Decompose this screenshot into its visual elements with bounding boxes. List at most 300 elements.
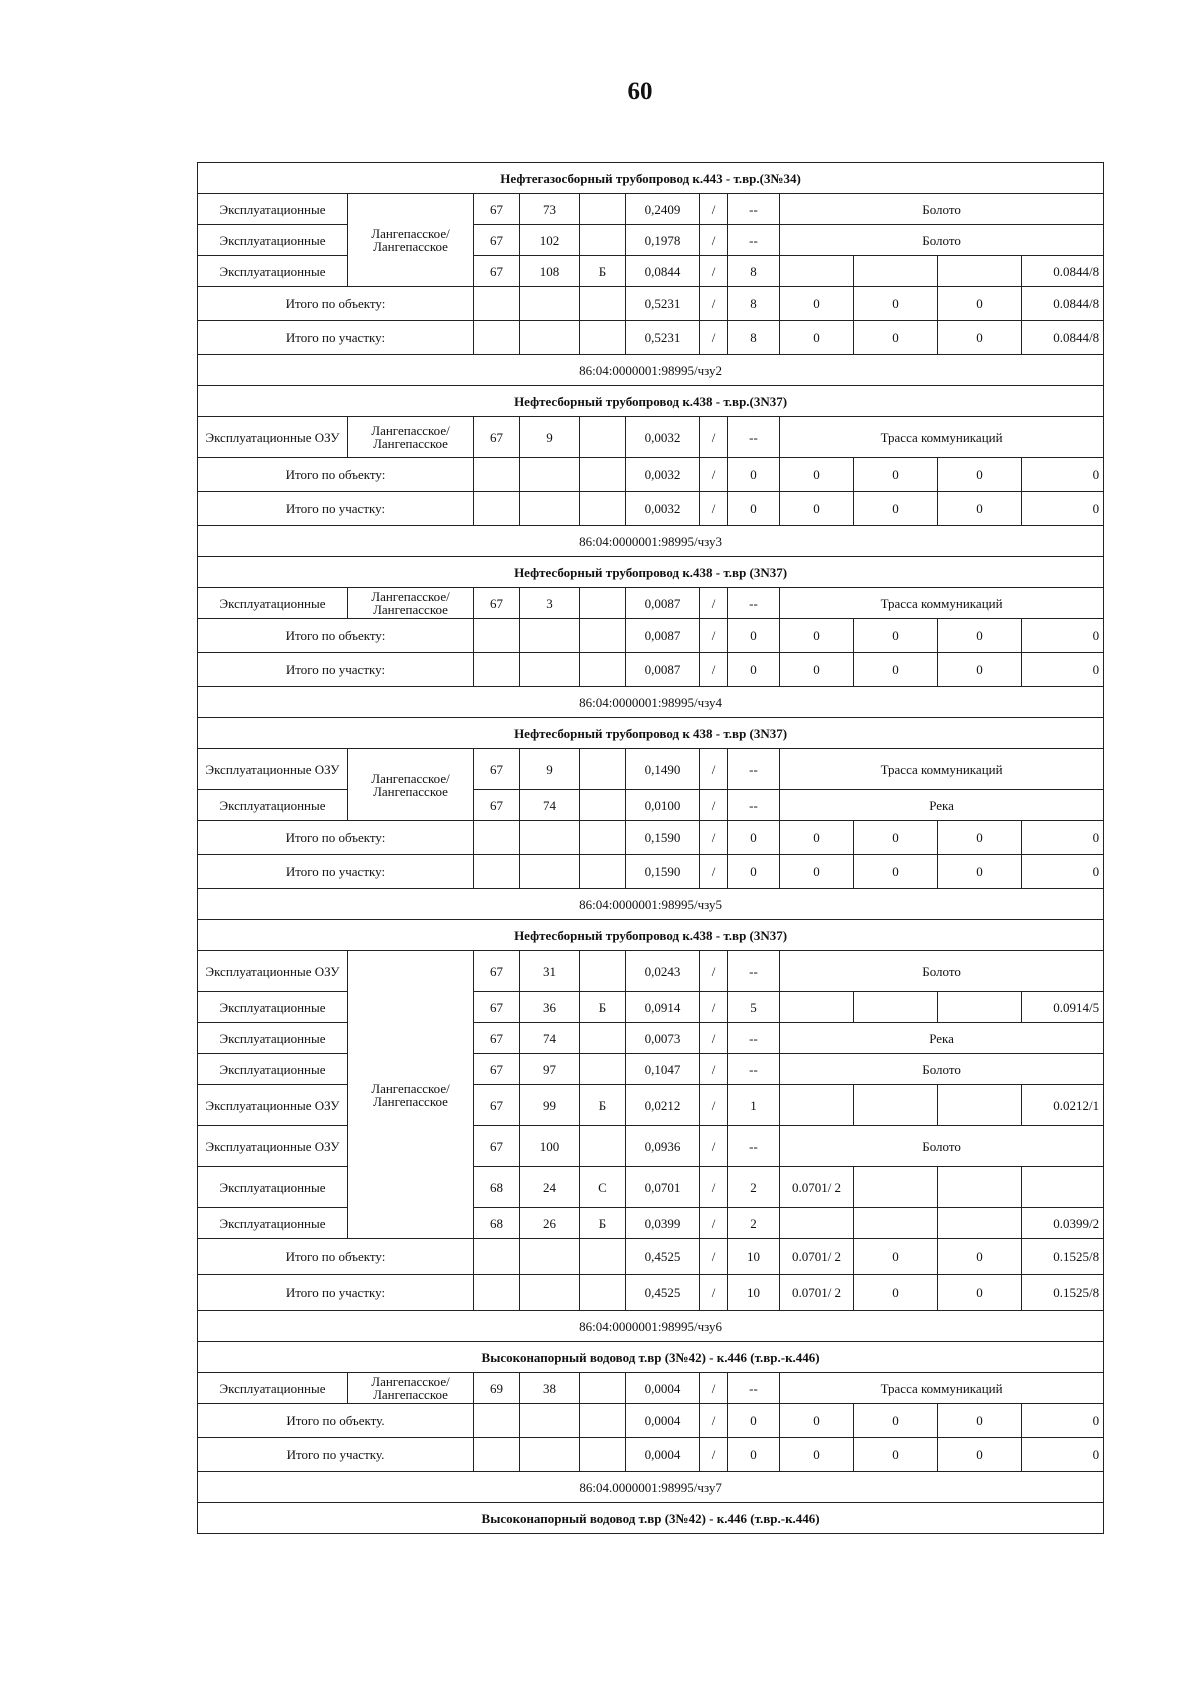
total-label: Итого по объекту: xyxy=(198,619,474,653)
table-cell xyxy=(580,588,626,619)
table-cell: / xyxy=(700,1239,728,1275)
table-cell: 0 xyxy=(854,653,938,687)
table-row xyxy=(198,1208,1104,1239)
total-label: Итого по участку. xyxy=(198,1438,474,1472)
table-cell: / xyxy=(700,951,728,992)
table-cell: 74 xyxy=(520,1023,580,1054)
table-cell: 0 xyxy=(780,458,854,492)
section-title-row xyxy=(198,557,1104,588)
category-cell: Эксплуатационные xyxy=(198,1023,348,1054)
table-cell: 0 xyxy=(1022,619,1104,653)
land-plot-table xyxy=(197,162,1104,1534)
table-cell: -- xyxy=(728,1373,780,1404)
cadastral-number: 86:04:0000001:98995/чзу4 xyxy=(198,687,1104,718)
table-cell xyxy=(854,1208,938,1239)
table-cell: 0 xyxy=(1022,855,1104,889)
table-cell: / xyxy=(700,256,728,287)
table-cell xyxy=(580,458,626,492)
table-row xyxy=(198,1023,1104,1054)
table-cell xyxy=(580,951,626,992)
table-cell xyxy=(854,1085,938,1126)
area-cell: 0,0032 xyxy=(626,492,700,526)
cadastral-row xyxy=(198,1472,1104,1503)
table-cell xyxy=(520,287,580,321)
land-type-cell: Река xyxy=(780,790,1104,821)
section-title-row xyxy=(198,718,1104,749)
table-cell: / xyxy=(700,653,728,687)
table-cell: -- xyxy=(728,749,780,790)
area-cell: 0,1047 xyxy=(626,1054,700,1085)
table-cell: 67 xyxy=(474,1023,520,1054)
total-label: Итого по объекту: xyxy=(198,458,474,492)
table-cell: 67 xyxy=(474,1126,520,1167)
table-row xyxy=(198,951,1104,992)
land-type-cell: Болото xyxy=(780,1054,1104,1085)
table-cell: 9 xyxy=(520,749,580,790)
table-cell: 8 xyxy=(728,287,780,321)
table-cell: 74 xyxy=(520,790,580,821)
table-cell xyxy=(520,1438,580,1472)
table-cell: 0 xyxy=(938,821,1022,855)
section-title-row xyxy=(198,163,1104,194)
table-cell: 0 xyxy=(1022,1404,1104,1438)
table-cell: 67 xyxy=(474,951,520,992)
table-cell: -- xyxy=(728,1023,780,1054)
land-type-cell: Трасса коммуникаций xyxy=(780,588,1104,619)
table-cell: 0 xyxy=(728,821,780,855)
table-cell: 2 xyxy=(728,1208,780,1239)
table-cell: 0 xyxy=(728,492,780,526)
table-cell: / xyxy=(700,1373,728,1404)
total-plot-row xyxy=(198,653,1104,687)
category-cell: Эксплуатационные xyxy=(198,194,348,225)
table-cell xyxy=(520,653,580,687)
table-cell: 0 xyxy=(938,321,1022,355)
table-cell: 0 xyxy=(1022,492,1104,526)
category-cell: Эксплуатационные xyxy=(198,225,348,256)
table-cell: 67 xyxy=(474,225,520,256)
page-number: 60 xyxy=(627,78,653,105)
table-cell: 0 xyxy=(1022,458,1104,492)
table-cell: 0 xyxy=(728,1438,780,1472)
field-cell: Лангепасское/ Лангепасское xyxy=(348,588,474,619)
table-cell: / xyxy=(700,417,728,458)
table-cell: 0 xyxy=(728,1404,780,1438)
table-cell: 10 xyxy=(728,1239,780,1275)
table-cell: 0 xyxy=(938,1404,1022,1438)
category-cell: Эксплуатационные xyxy=(198,992,348,1023)
table-cell: 0.0701/ 2 xyxy=(780,1167,854,1208)
table-row xyxy=(198,1054,1104,1085)
table-cell xyxy=(580,855,626,889)
table-cell xyxy=(580,1404,626,1438)
table-row xyxy=(198,1373,1104,1404)
cadastral-number: 86:04:0000001:98995/чзу5 xyxy=(198,889,1104,920)
area-cell: 0,0087 xyxy=(626,653,700,687)
table-cell: 1 xyxy=(728,1085,780,1126)
table-cell: 0.1525/8 xyxy=(1022,1275,1104,1311)
table-cell xyxy=(580,1239,626,1275)
table-cell: 0 xyxy=(938,653,1022,687)
area-cell: 0,0936 xyxy=(626,1126,700,1167)
table-cell xyxy=(580,1126,626,1167)
table-cell: 0 xyxy=(854,1275,938,1311)
area-cell: 0,0399 xyxy=(626,1208,700,1239)
table-cell: 0 xyxy=(780,855,854,889)
category-cell: Эксплуатационные xyxy=(198,588,348,619)
table-cell: 0 xyxy=(854,1438,938,1472)
table-cell xyxy=(580,1054,626,1085)
table-cell xyxy=(580,653,626,687)
table-cell: -- xyxy=(728,225,780,256)
table-cell: 0 xyxy=(780,321,854,355)
table-cell xyxy=(474,619,520,653)
table-cell: 0 xyxy=(780,619,854,653)
land-type-cell: Река xyxy=(780,1023,1104,1054)
table-cell: 0 xyxy=(854,492,938,526)
table-cell xyxy=(520,1275,580,1311)
land-type-cell: Болото xyxy=(780,194,1104,225)
table-cell: 5 xyxy=(728,992,780,1023)
table-cell: 0.0399/2 xyxy=(1022,1208,1104,1239)
table-cell: / xyxy=(700,194,728,225)
table-cell xyxy=(474,821,520,855)
table-cell: / xyxy=(700,1438,728,1472)
table-row xyxy=(198,225,1104,256)
table-cell: / xyxy=(700,1023,728,1054)
area-cell: 0,0032 xyxy=(626,458,700,492)
table-cell: 67 xyxy=(474,1085,520,1126)
land-type-cell: Болото xyxy=(780,951,1104,992)
table-cell xyxy=(580,287,626,321)
table-cell xyxy=(474,1438,520,1472)
table-cell xyxy=(520,458,580,492)
table-cell xyxy=(854,256,938,287)
table-cell xyxy=(854,992,938,1023)
table-cell: / xyxy=(700,821,728,855)
table-cell: 0 xyxy=(938,1438,1022,1472)
area-cell: 0,0032 xyxy=(626,417,700,458)
area-cell: 0,0212 xyxy=(626,1085,700,1126)
table-cell xyxy=(580,821,626,855)
table-cell: 36 xyxy=(520,992,580,1023)
table-cell: / xyxy=(700,790,728,821)
table-cell xyxy=(580,417,626,458)
area-cell: 0,0914 xyxy=(626,992,700,1023)
table-cell: 0 xyxy=(938,855,1022,889)
table-cell: / xyxy=(700,321,728,355)
table-cell xyxy=(580,225,626,256)
table-cell: 0.0212/1 xyxy=(1022,1085,1104,1126)
table-cell: / xyxy=(700,992,728,1023)
area-cell: 0,2409 xyxy=(626,194,700,225)
total-object-row xyxy=(198,821,1104,855)
field-cell: Лангепасское/ Лангепасское xyxy=(348,749,474,821)
table-cell: / xyxy=(700,619,728,653)
cadastral-row xyxy=(198,355,1104,386)
table-cell: -- xyxy=(728,1054,780,1085)
table-cell xyxy=(520,821,580,855)
table-cell xyxy=(580,790,626,821)
section-title: Нефтегазосборный трубопровод к.443 - т.вр.(3№34) xyxy=(198,163,1104,194)
category-cell: Эксплуатационные ОЗУ xyxy=(198,1085,348,1126)
total-object-row xyxy=(198,1239,1104,1275)
total-object-row xyxy=(198,287,1104,321)
category-cell: Эксплуатационные xyxy=(198,1054,348,1085)
table-cell xyxy=(580,1023,626,1054)
table-row xyxy=(198,992,1104,1023)
cadastral-number: 86:04:0000001:98995/чзу6 xyxy=(198,1311,1104,1342)
table-cell: 0.0844/8 xyxy=(1022,287,1104,321)
table-cell xyxy=(474,1275,520,1311)
total-label: Итого по объекту: xyxy=(198,287,474,321)
table-cell: / xyxy=(700,749,728,790)
table-cell: 100 xyxy=(520,1126,580,1167)
table-cell xyxy=(580,1438,626,1472)
table-cell xyxy=(474,855,520,889)
table-row xyxy=(198,256,1104,287)
field-cell: Лангепасское/ Лангепасское xyxy=(348,1373,474,1404)
table-cell: 9 xyxy=(520,417,580,458)
table-cell: 0 xyxy=(854,619,938,653)
table-cell: 67 xyxy=(474,749,520,790)
cadastral-number: 86:04.0000001:98995/чзу7 xyxy=(198,1472,1104,1503)
table-cell: 0.0701/ 2 xyxy=(780,1239,854,1275)
area-cell: 0,0087 xyxy=(626,588,700,619)
table-cell: Б xyxy=(580,1085,626,1126)
table-cell: / xyxy=(700,1167,728,1208)
total-object-row xyxy=(198,1404,1104,1438)
category-cell: Эксплуатационные xyxy=(198,256,348,287)
field-cell: Лангепасское/ Лангепасское xyxy=(348,417,474,458)
table-cell xyxy=(580,749,626,790)
cadastral-row xyxy=(198,687,1104,718)
table-cell: 0.0844/8 xyxy=(1022,321,1104,355)
table-cell: -- xyxy=(728,951,780,992)
table-cell: 0 xyxy=(938,619,1022,653)
table-cell xyxy=(580,619,626,653)
table-body xyxy=(198,163,1104,1534)
area-cell: 0,0844 xyxy=(626,256,700,287)
table-row xyxy=(198,749,1104,790)
area-cell: 0,0073 xyxy=(626,1023,700,1054)
table-cell xyxy=(520,1239,580,1275)
cadastral-row xyxy=(198,889,1104,920)
area-cell: 0,0701 xyxy=(626,1167,700,1208)
table-cell: 0 xyxy=(854,287,938,321)
table-cell: -- xyxy=(728,194,780,225)
table-cell: 0 xyxy=(938,287,1022,321)
section-title-row xyxy=(198,1342,1104,1373)
table-cell xyxy=(1022,1167,1104,1208)
table-cell: 97 xyxy=(520,1054,580,1085)
category-cell: Эксплуатационные xyxy=(198,790,348,821)
table-cell: 0 xyxy=(1022,1438,1104,1472)
table-cell xyxy=(580,321,626,355)
table-cell: 0 xyxy=(780,653,854,687)
table-cell: 0 xyxy=(780,1438,854,1472)
table-cell xyxy=(938,1208,1022,1239)
table-row xyxy=(198,1167,1104,1208)
table-cell xyxy=(474,1239,520,1275)
table-cell: 67 xyxy=(474,256,520,287)
area-cell: 0,0087 xyxy=(626,619,700,653)
table-cell: 0 xyxy=(854,1404,938,1438)
table-cell: / xyxy=(700,588,728,619)
table-cell xyxy=(780,1085,854,1126)
table-cell xyxy=(780,992,854,1023)
table-cell: 0.0701/ 2 xyxy=(780,1275,854,1311)
table-cell: 0 xyxy=(938,458,1022,492)
category-cell: Эксплуатационные ОЗУ xyxy=(198,417,348,458)
area-cell: 0,4525 xyxy=(626,1239,700,1275)
section-title: Нефтесборный трубопровод к.438 - т.вр.(3N37) xyxy=(198,386,1104,417)
area-cell: 0,1978 xyxy=(626,225,700,256)
section-title-row xyxy=(198,1503,1104,1534)
table-cell xyxy=(780,1208,854,1239)
section-title-row xyxy=(198,386,1104,417)
table-cell xyxy=(780,256,854,287)
table-cell: 67 xyxy=(474,1054,520,1085)
table-cell: 0 xyxy=(854,1239,938,1275)
total-plot-row xyxy=(198,492,1104,526)
table-cell: 67 xyxy=(474,588,520,619)
section-title: Нефтесборный трубопровод к.438 - т.вр (3N37) xyxy=(198,920,1104,951)
table-cell: Б xyxy=(580,992,626,1023)
area-cell: 0,0100 xyxy=(626,790,700,821)
table-cell xyxy=(938,1085,1022,1126)
table-cell xyxy=(474,1404,520,1438)
area-cell: 0,0243 xyxy=(626,951,700,992)
table-cell: 0 xyxy=(780,1404,854,1438)
table-cell: 0 xyxy=(854,821,938,855)
table-cell: 0 xyxy=(728,855,780,889)
table-row xyxy=(198,417,1104,458)
cadastral-row xyxy=(198,526,1104,557)
table-cell xyxy=(580,194,626,225)
table-cell: 10 xyxy=(728,1275,780,1311)
table-cell: 0 xyxy=(938,492,1022,526)
area-cell: 0,1490 xyxy=(626,749,700,790)
table-cell: 0 xyxy=(780,492,854,526)
table-cell xyxy=(520,1404,580,1438)
area-cell: 0,5231 xyxy=(626,321,700,355)
table-cell xyxy=(474,321,520,355)
table-cell: 67 xyxy=(474,194,520,225)
table-cell: 67 xyxy=(474,417,520,458)
cadastral-row xyxy=(198,1311,1104,1342)
category-cell: Эксплуатационные ОЗУ xyxy=(198,951,348,992)
table-cell: 67 xyxy=(474,992,520,1023)
table-cell: 24 xyxy=(520,1167,580,1208)
section-title: Нефтесборный трубопровод к 438 - т.вр (3N37) xyxy=(198,718,1104,749)
table-cell: / xyxy=(700,1085,728,1126)
total-object-row xyxy=(198,619,1104,653)
area-cell: 0,1590 xyxy=(626,821,700,855)
table-cell: 0 xyxy=(780,821,854,855)
table-cell: / xyxy=(700,855,728,889)
category-cell: Эксплуатационные xyxy=(198,1167,348,1208)
table-cell: 2 xyxy=(728,1167,780,1208)
table-cell: -- xyxy=(728,1126,780,1167)
field-cell: Лангепасское/ Лангепасское xyxy=(348,951,474,1239)
section-title-row xyxy=(198,920,1104,951)
table-row xyxy=(198,790,1104,821)
table-cell xyxy=(938,256,1022,287)
table-cell: 0 xyxy=(1022,821,1104,855)
table-cell: / xyxy=(700,492,728,526)
table-cell: 67 xyxy=(474,790,520,821)
section-title: Высоконапорный водовод т.вр (3№42) - к.446 (т.вр.-к.446) xyxy=(198,1342,1104,1373)
table-cell: 26 xyxy=(520,1208,580,1239)
total-plot-row xyxy=(198,321,1104,355)
field-cell: Лангепасское/ Лангепасское xyxy=(348,194,474,287)
total-object-row xyxy=(198,458,1104,492)
table-cell: 99 xyxy=(520,1085,580,1126)
table-cell: С xyxy=(580,1167,626,1208)
cadastral-number: 86:04:0000001:98995/чзу2 xyxy=(198,355,1104,386)
table-cell: 0.0844/8 xyxy=(1022,256,1104,287)
table-cell: / xyxy=(700,287,728,321)
table-cell xyxy=(580,1275,626,1311)
total-label: Итого по участку: xyxy=(198,321,474,355)
table-cell xyxy=(474,287,520,321)
total-label: Итого по участку: xyxy=(198,492,474,526)
cadastral-number: 86:04:0000001:98995/чзу3 xyxy=(198,526,1104,557)
table-cell: / xyxy=(700,1126,728,1167)
table-cell: 0.1525/8 xyxy=(1022,1239,1104,1275)
table-cell xyxy=(580,492,626,526)
table-cell: 0 xyxy=(728,458,780,492)
total-plot-row xyxy=(198,1438,1104,1472)
table-cell: / xyxy=(700,1054,728,1085)
table-cell xyxy=(474,492,520,526)
table-cell: Б xyxy=(580,1208,626,1239)
table-cell: 0 xyxy=(854,458,938,492)
land-type-cell: Болото xyxy=(780,225,1104,256)
table-cell xyxy=(580,1373,626,1404)
table-cell xyxy=(474,458,520,492)
table-cell: 73 xyxy=(520,194,580,225)
table-cell: 0 xyxy=(728,619,780,653)
land-type-cell: Болото xyxy=(780,1126,1104,1167)
area-cell: 0,5231 xyxy=(626,287,700,321)
table-cell: 0.0914/5 xyxy=(1022,992,1104,1023)
table-cell xyxy=(520,321,580,355)
table-cell: 68 xyxy=(474,1167,520,1208)
table-row xyxy=(198,1085,1104,1126)
land-type-cell: Трасса коммуникаций xyxy=(780,417,1104,458)
table-cell xyxy=(474,653,520,687)
table-cell: 108 xyxy=(520,256,580,287)
table-cell xyxy=(854,1167,938,1208)
table-cell xyxy=(938,1167,1022,1208)
total-label: Итого по участку: xyxy=(198,1275,474,1311)
table-cell: -- xyxy=(728,588,780,619)
table-row xyxy=(198,1126,1104,1167)
section-title: Нефтесборный трубопровод к.438 - т.вр (3N37) xyxy=(198,557,1104,588)
table-cell xyxy=(938,992,1022,1023)
area-cell: 0,0004 xyxy=(626,1373,700,1404)
land-type-cell: Трасса коммуникаций xyxy=(780,1373,1104,1404)
total-plot-row xyxy=(198,1275,1104,1311)
area-cell: 0,4525 xyxy=(626,1275,700,1311)
table-cell: -- xyxy=(728,790,780,821)
table-cell: 8 xyxy=(728,256,780,287)
table-cell: 102 xyxy=(520,225,580,256)
table-cell: 0 xyxy=(854,321,938,355)
total-label: Итого по объекту. xyxy=(198,1404,474,1438)
